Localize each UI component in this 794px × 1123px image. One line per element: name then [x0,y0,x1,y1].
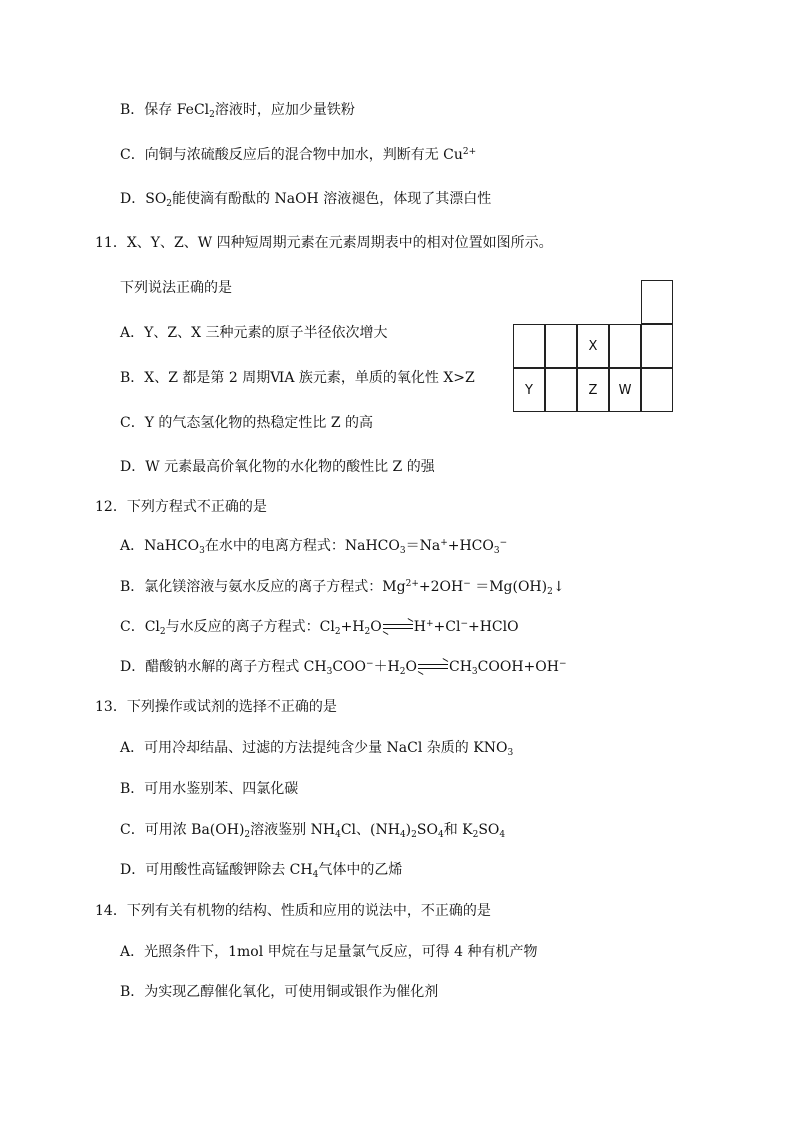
subscript: 2 [547,587,553,597]
text: A．可用冷却结晶、过滤的方法提纯含少量 NaCl 杂质的 KNO [120,740,508,756]
q12-option-a [120,536,507,556]
table-cell-empty [545,368,577,412]
q14-option-b: B．为实现乙醇催化氧化，可使用铜或银作为催化剂 [120,984,439,1000]
text: SO [416,822,438,838]
text: ＝Na [405,538,441,554]
superscript: − [499,538,508,548]
text: 气体中的乙烯 [318,862,403,878]
table-cell-empty [641,324,673,368]
text: +HClO [467,619,519,635]
subscript: 2 [334,627,341,637]
q12-option-c [120,617,519,637]
subscript: 2 [209,110,215,120]
q13-stem: 13．下列操作或试剂的选择不正确的是 [95,699,337,715]
subscript: 2 [166,199,173,209]
equilibrium-arrow-icon [383,622,413,632]
table-cell-y: Y [513,368,545,412]
q12-option-d [120,657,567,677]
superscript: − [366,659,374,669]
superscript: 2+ [405,579,419,589]
subscript: 2 [472,830,479,840]
text: COO [332,659,367,675]
table-cell-empty [545,324,577,368]
table-cell-z: Z [577,368,609,412]
q11-option-a: A．Y、Z、X 三种元素的原子半径依次增大 [120,325,388,341]
text: ＋H [373,659,400,675]
text: 与水反应的离子方程式：Cl [165,619,335,635]
q11-option-d: D．W 元素最高价氧化物的水化物的酸性比 Z 的强 [120,459,435,475]
text: 溶液鉴别 NH [250,822,336,838]
text: A．NaHCO [120,538,200,554]
table-cell-empty [609,324,641,368]
subscript: 4 [399,830,406,840]
q14-option-a: A．光照条件下，1mol 甲烷在与足量氯气反应，可得 4 种有机产物 [120,944,538,960]
superscript: − [558,659,567,669]
q10-option-b [120,100,355,120]
q10-option-d [120,189,491,209]
text: C．可用浓 Ba(OH) [120,822,245,838]
subscript: 3 [399,546,406,556]
equilibrium-arrow-icon [418,662,448,672]
q12-stem: 12．下列方程式不正确的是 [95,499,267,515]
subscript: 3 [326,667,333,677]
text: +Cl [433,619,461,635]
subscript: 4 [335,830,341,840]
superscript: − [463,579,471,589]
text: 能使滴有酚酞的 NaOH 溶液褪色，体现了其漂白性 [172,191,492,207]
table-cell-empty [513,324,545,368]
text: 和 K [443,822,473,838]
subscript: 4 [437,830,444,840]
subscript: 3 [493,546,500,556]
text: B．氯化镁溶液与氨水反应的离子方程式：Mg [120,579,406,595]
q10-option-c [120,145,476,165]
subscript: 2 [159,627,166,637]
text: C．向铜与浓硫酸反应后的混合物中加水，判断有无 Cu [120,147,463,163]
subscript: 3 [507,748,514,758]
text: COOH+OH [477,659,559,675]
text: ↓ [552,579,565,595]
subscript: 2 [399,667,406,677]
text: B．保存 FeCl [120,102,210,118]
superscript: − [460,619,468,629]
subscript: 2 [364,627,371,637]
text: +HCO [447,538,494,554]
q11-option-b: B．X、Z 都是第 2 周期ⅥA 族元素，单质的氧化性 X>Z [120,370,475,386]
subscript: 2 [411,830,417,840]
periodic-table-fragment [513,280,673,414]
q11-option-c: C．Y 的气态氢化物的热稳定性比 Z 的高 [120,415,374,431]
text: ) [405,822,412,838]
text: C．Cl [120,619,160,635]
text: D．可用酸性高锰酸钾除去 CH [120,862,313,878]
table-cell-x: X [577,324,609,368]
q13-option-b: B．可用水鉴别苯、四氯化碳 [120,781,299,797]
q11-sub-stem: 下列说法正确的是 [120,280,232,296]
table-cell-empty [641,368,673,412]
text: +H [340,619,365,635]
q13-option-d [120,860,402,880]
text: +2OH [418,579,464,595]
superscript: + [440,538,448,548]
subscript: 4 [312,870,319,880]
subscript: 2 [244,830,251,840]
q13-option-a [120,738,513,758]
superscript: 2+ [462,147,477,157]
text: CH [449,659,472,675]
text: SO [478,822,500,838]
q14-stem: 14．下列有关有机物的结构、性质和应用的说法中，不正确的是 [95,903,491,919]
text: O [370,619,382,635]
text: D．SO [120,191,167,207]
text: D．醋酸钠水解的离子方程式 CH [120,659,327,675]
text: O [405,659,417,675]
text: 在水中的电离方程式：NaHCO [204,538,400,554]
superscript: + [425,619,434,629]
subscript: 3 [471,667,478,677]
text: ＝Mg(OH) [470,579,548,595]
q11-stem: 11．X、Y、Z、W 四种短周期元素在元素周期表中的相对位置如图所示。 [95,235,553,251]
q12-option-b [120,577,565,597]
text: 溶液时，应加少量铁粉 [214,102,355,118]
subscript: 4 [499,830,506,840]
table-cell-w: W [609,368,641,412]
subscript: 3 [199,546,205,556]
text: H [413,619,426,635]
q13-option-c [120,820,505,840]
text: Cl、(NH [340,822,400,838]
table-cell-empty [641,280,673,324]
